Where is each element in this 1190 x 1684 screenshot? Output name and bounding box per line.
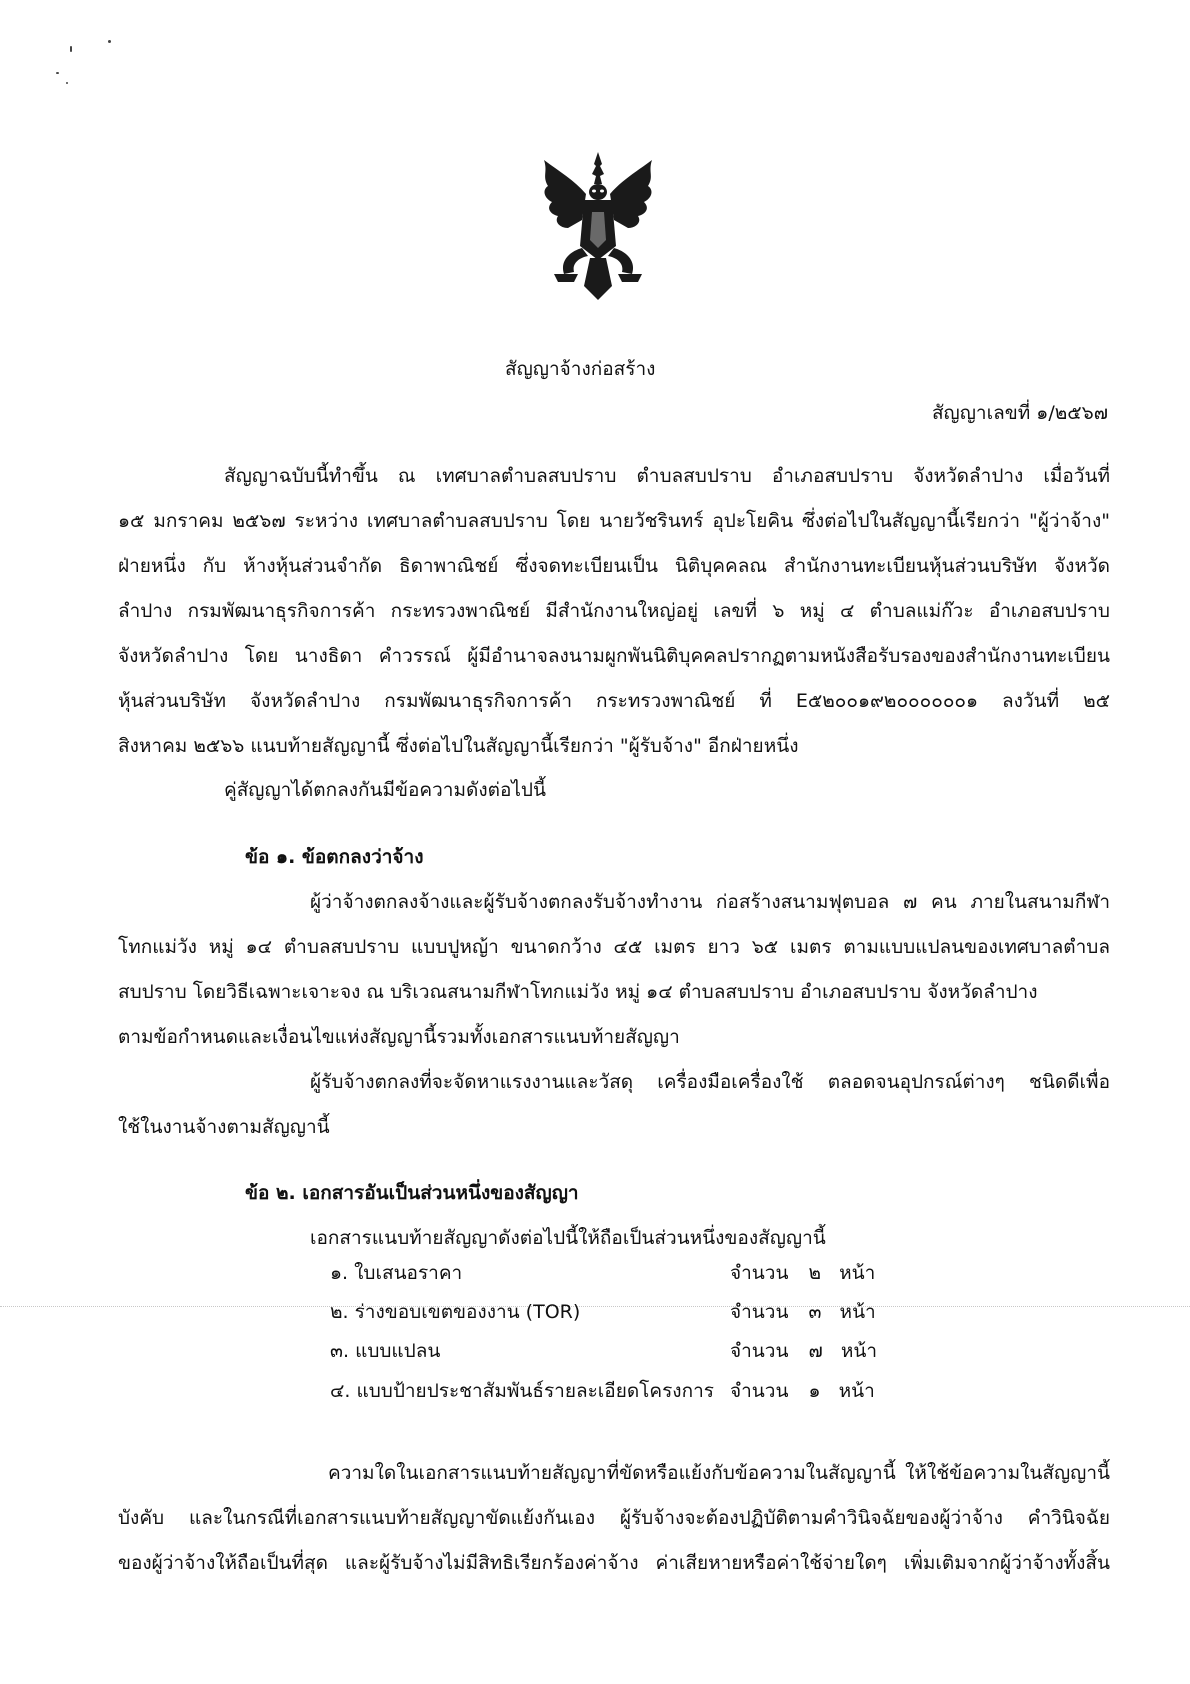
attachment-amount [730,1297,876,1327]
intro-line: ฝ่ายหนึ่ง กับ ห้างหุ้นส่วนจำกัด ธิดาพาณิชย์ ซึ่งจดทะเบียนเป็น นิติบุคคลณ สำนักงานทะเบียนหุ้นส่วนบริษัท จังหวัด [118,555,1110,577]
amount-count: ๑ [808,1380,821,1402]
clause-1-line: สบปราบ โดยวิธีเฉพาะเจาะจง ณ บริเวณสนามกีฬาโทกแม่วัง หมู่ ๑๔ ตำบลสบปราบ อำเภอสบปราบ จังหวัดลำปาง [118,981,1038,1003]
intro-line: ๑๕ มกราคม ๒๕๖๗ ระหว่าง เทศบาลตำบลสบปราบ โดย นายวัชรินทร์ อุปะโยคิน ซึ่งต่อไปในสัญญานี้เรียกว่า "ผู้ว่าจ้าง" [118,510,1110,532]
agreement-statement: คู่สัญญาได้ตกลงกันมีข้อความดังต่อไปนี้ [224,779,546,801]
clause-1-line: ผู้ว่าจ้างตกลงจ้างและผู้รับจ้างตกลงรับจ้างทำงาน ก่อสร้างสนามฟุตบอล ๗ คน ภายในสนามกีฬา [310,891,1110,913]
attachment-label: ๔. แบบป้ายประชาสัมพันธ์รายละเอียดโครงการ [330,1380,714,1402]
amount-word: จำนวน [730,1262,789,1284]
scan-speck [56,72,59,74]
clause-2-closing-line: ความใดในเอกสารแนบท้ายสัญญาที่ขัดหรือแย้งกับข้อความในสัญญานี้ ให้ใช้ข้อความในสัญญานี้ [328,1462,1110,1484]
intro-line: สิงหาคม ๒๕๖๖ แนบท้ายสัญญานี้ ซึ่งต่อไปในสัญญานี้เรียกว่า "ผู้รับจ้าง" อีกฝ่ายหนึ่ง [118,735,799,757]
amount-unit: หน้า [838,1380,875,1402]
clause-2-closing-line: ของผู้ว่าจ้างให้ถือเป็นที่สุด และผู้รับจ้างไม่มีสิทธิเรียกร้องค่าจ้าง ค่าเสียหายหรือค่าใช้จ่ายใดๆ เพิ่มเติมจากผู้ว่าจ้างทั้งสิ้น [118,1552,1110,1574]
intro-line: หุ้นส่วนบริษัท จังหวัดลำปาง กรมพัฒนาธุรกิจการค้า กระทรวงพาณิชย์ ที่ E๕๒๐๐๑๙๒๐๐๐๐๐๐๑ ลงวันที่ ๒๕ [118,690,1110,712]
attachment-label: ๓. แบบแปลน [330,1340,441,1362]
amount-count: ๒ [808,1262,822,1284]
contract-number: สัญญาเลขที่ ๑/๒๕๖๗ [931,402,1108,424]
attachment-amount [730,1336,877,1366]
clause-1-line: โทกแม่วัง หมู่ ๑๔ ตำบลสบปราบ แบบปูหญ้า ขนาดกว้าง ๔๕ เมตร ยาว ๖๕ เมตร ตามแบบแปลนของเทศบาลตำบล [118,936,1110,958]
amount-word: จำนวน [730,1380,789,1402]
amount-unit: หน้า [840,1340,878,1362]
attachment-amount [730,1258,875,1288]
contract-title: สัญญาจ้างก่อสร้าง [505,358,656,380]
amount-word: จำนวน [730,1301,789,1323]
clause-2-heading: ข้อ ๒. เอกสารอันเป็นส่วนหนึ่งของสัญญา [245,1182,579,1204]
clause-1-line: ผู้รับจ้างตกลงที่จะจัดหาแรงงานและวัสดุ เครื่องมือเครื่องใช้ ตลอดจนอุปกรณ์ต่างๆ ชนิดดีเพื่อ [310,1071,1110,1093]
garuda-emblem-icon [534,150,662,302]
amount-word: จำนวน [730,1340,789,1362]
amount-count: ๓ [808,1301,822,1323]
attachment-label: ๒. ร่างขอบเขตของงาน (TOR) [330,1301,581,1323]
clause-1-line: ใช้ในงานจ้างตามสัญญานี้ [118,1116,330,1138]
attachment-amount [730,1376,875,1406]
scan-speck [70,46,72,52]
amount-unit: หน้า [839,1262,876,1284]
amount-unit: หน้า [839,1301,876,1323]
clause-1-line: ตามข้อกำหนดและเงื่อนไขแห่งสัญญานี้รวมทั้งเอกสารแนบท้ายสัญญา [118,1026,680,1048]
intro-line: สัญญาฉบับนี้ทำขึ้น ณ เทศบาลตำบลสบปราบ ตำบลสบปราบ อำเภอสบปราบ จังหวัดลำปาง เมื่อวันที่ [224,465,1110,487]
intro-line: จังหวัดลำปาง โดย นางธิดา คำวรรณ์ ผู้มีอำนาจลงนามผูกพันนิติบุคคลปรากฏตามหนังสือรับรองของสำนักงานทะเบียน [118,645,1110,667]
attachment-label: ๑. ใบเสนอราคา [330,1262,463,1284]
scan-speck [108,40,111,43]
clause-2-intro: เอกสารแนบท้ายสัญญาดังต่อไปนี้ให้ถือเป็นส่วนหนึ่งของสัญญานี้ [310,1227,826,1249]
clause-1-heading: ข้อ ๑. ข้อตกลงว่าจ้าง [245,846,424,868]
amount-count: ๗ [808,1340,823,1362]
scan-dotted-line [0,1306,1190,1307]
intro-line: ลำปาง กรมพัฒนาธุรกิจการค้า กระทรวงพาณิชย์ มีสำนักงานใหญ่อยู่ เลขที่ ๖ หมู่ ๔ ตำบลแม่ก๊วะ อำเภอสบปราบ [118,600,1110,622]
clause-2-closing-line: บังคับ และในกรณีที่เอกสารแนบท้ายสัญญาขัดแย้งกันเอง ผู้รับจ้างจะต้องปฏิบัติตามคำวินิจฉัยของผู้ว่าจ้าง คำวินิจฉัย [118,1507,1110,1529]
scan-speck [66,82,68,84]
